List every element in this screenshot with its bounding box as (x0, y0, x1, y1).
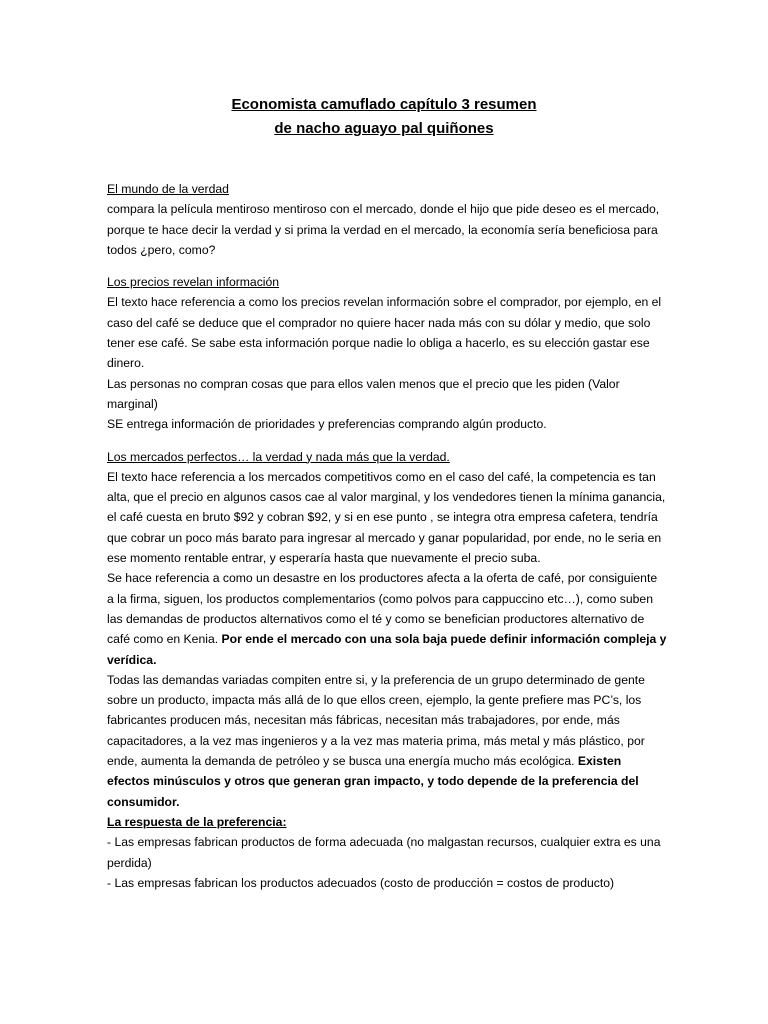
section-heading: Los mercados perfectos… la verdad y nada más que la verdad. (107, 449, 450, 464)
list-item: - Las empresas fabrican los productos adecuados (costo de producción = costos de producto) (107, 875, 615, 890)
paragraph (107, 568, 667, 669)
paragraph-emphasis: Por ende el mercado con una sola baja puede definir información compleja y verídica. (107, 632, 667, 667)
paragraph-emphasis: Existen efectos minúsculos y otros que generan gran impacto, y todo depende de la preferencia del consumidor. (107, 754, 639, 809)
section-heading: Los precios revelan información (107, 275, 280, 290)
paragraph: Las personas no compran cosas que para ellos valen menos que el precio que les piden (Valor marginal) (107, 376, 620, 411)
section-heading: El mundo de la verdad (107, 182, 229, 196)
section-precios-informacion (107, 272, 667, 434)
section-heading: La respuesta de la preferencia: (107, 814, 287, 829)
section-respuesta-preferencia (107, 812, 667, 893)
paragraph: SE entrega información de prioridades y preferencias comprando algún producto. (107, 417, 547, 432)
document-title (0, 93, 768, 141)
title-line-2: de nacho aguayo pal quiñones (274, 120, 494, 137)
paragraph: compara la película mentiroso mentiroso con el mercado, donde el hijo que pide deseo es el mercado, porque te hace decir la verdad y si prima la verdad en el mercado, la economía sería beneficiosa para todos ¿pero, como? (107, 202, 660, 257)
document-body (107, 179, 667, 905)
title-line-1: Economista camuflado capítulo 3 resumen (231, 96, 537, 113)
paragraph: El texto hace referencia a los mercados competitivos como en el caso del café, la competencia es tan alta, que el precio en algunos casos cae al valor marginal, y los vendedores tienen la mínima ganancia, el café cuesta en bruto $92 y cobran $92, y si en ese punto , se integra otra empresa cafetera, tendría que cobrar un poco más barato para ingresar al mercado y ganar popularidad, por ende, no le seria en ese momento rentable entrar, y esperaría hasta que nuevamente el precio suba. (107, 469, 666, 566)
paragraph (107, 670, 667, 812)
paragraph: El texto hace referencia a como los precios revelan información sobre el comprador, por ejemplo, en el caso del café se deduce que el comprador no quiere hacer nada más con su dólar y medio, que solo tener ese café. Se sabe esta información porque nadie lo obliga a hacerlo, es su elección gastar ese dinero. (107, 295, 662, 371)
paragraph-text: Se hace referencia a como un desastre en los productores afecta a la oferta de café, por consiguiente a la firma, siguen, los productos complementarios (como polvos para cappuccino etc…), como suben las demandas de productos alternativos como el té y como se benefician productores alternativo de café como en Kenia. (107, 571, 658, 647)
list-item: - Las empresas fabrican productos de forma adecuada (no malgastan recursos, cualquier extra es una perdida) (107, 835, 661, 870)
section-mercados-perfectos (107, 447, 667, 812)
paragraph-text: Todas las demandas variadas compiten entre si, y la preferencia de un grupo determinado de gente sobre un producto, impacta más allá de lo que ellos creen, ejemplo, la gente prefiere mas PC’s, los fabricantes producen más, necesitan más fábricas, necesitan más trabajadores, por ende, más capacitadores, a la vez mas ingenieros y a la vez mas materia prima, más metal y más plástico, por ende, aumenta la demanda de petróleo y se busca una energía mucho más ecológica. (107, 672, 645, 769)
section-mundo-verdad (107, 179, 667, 260)
